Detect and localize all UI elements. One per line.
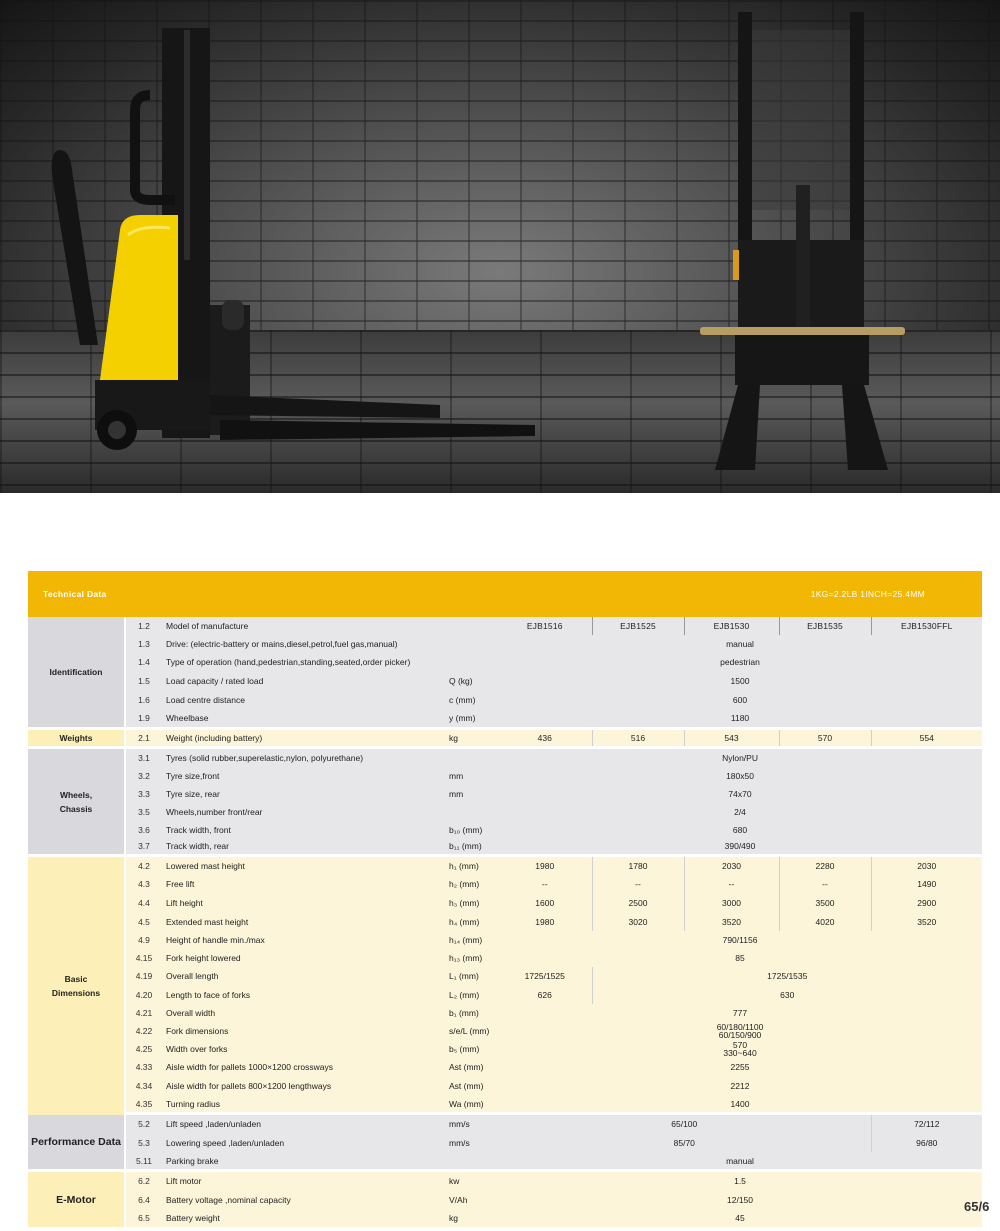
row-value: 1490 <box>871 874 982 893</box>
row-number: 4.2 <box>125 857 162 874</box>
row-number: 4.4 <box>125 893 162 913</box>
row-number: 4.3 <box>125 874 162 893</box>
row-value: 2900 <box>871 893 982 913</box>
group-label-line: Dimensions <box>51 988 101 998</box>
row-number: 3.6 <box>125 821 162 838</box>
row-number: 4.9 <box>125 931 162 949</box>
table-row <box>28 821 982 838</box>
table-row <box>28 874 982 893</box>
row-value: 1180 <box>498 709 982 727</box>
table-row <box>28 1172 982 1190</box>
row-unit: h₃ (mm) <box>446 893 498 913</box>
row-unit: b₁₁ (mm) <box>446 838 498 854</box>
group-wheels-chassis <box>28 749 125 854</box>
row-description: Lift speed ,laden/unladen <box>162 1115 446 1133</box>
row-value: 1980 <box>498 913 592 931</box>
row-value: 1500 <box>498 671 982 690</box>
unit-conversion: 1KG=2.2LB 1INCH=25.4MM <box>498 571 982 617</box>
row-number: 6.2 <box>125 1172 162 1190</box>
row-description: Battery weight <box>162 1209 446 1227</box>
row-unit: h₂ (mm) <box>446 874 498 893</box>
row-unit: L₁ (mm) <box>446 967 498 985</box>
row-value: pedestrian <box>498 653 982 671</box>
row-description: Load capacity / rated load <box>162 671 446 690</box>
row-number: 2.1 <box>125 730 162 746</box>
table-row <box>28 893 982 913</box>
row-value <box>498 1040 982 1058</box>
row-number: 5.3 <box>125 1133 162 1152</box>
row-unit <box>446 1152 498 1169</box>
row-number: 4.33 <box>125 1058 162 1076</box>
row-description: Load centre distance <box>162 690 446 709</box>
row-description: Overall length <box>162 967 446 985</box>
row-number: 1.3 <box>125 635 162 653</box>
row-value: 96/80 <box>871 1133 982 1152</box>
row-unit <box>446 653 498 671</box>
row-value: 12/150 <box>498 1190 982 1209</box>
row-value: 3520 <box>684 913 779 931</box>
row-description: Aisle width for pallets 800×1200 lengthways <box>162 1076 446 1095</box>
row-value: 554 <box>871 730 982 746</box>
row-unit: Q (kg) <box>446 671 498 690</box>
table-row <box>28 1152 982 1169</box>
row-value: 85 <box>498 949 982 967</box>
row-description: Fork dimensions <box>162 1021 446 1040</box>
row-value-line: 60/180/1100 <box>716 1021 764 1032</box>
row-value: 1400 <box>498 1095 982 1112</box>
row-value: manual <box>498 635 982 653</box>
table-row <box>28 1190 982 1209</box>
table-header <box>28 571 982 617</box>
row-description: Height of handle min./max <box>162 931 446 949</box>
table-row <box>28 653 982 671</box>
row-value: 2030 <box>871 857 982 874</box>
row-value: 74x70 <box>498 785 982 803</box>
row-number: 3.3 <box>125 785 162 803</box>
model-ejb1535: EJB1535 <box>779 617 871 635</box>
row-description: Wheels,number front/rear <box>162 803 446 821</box>
row-unit: kw <box>446 1172 498 1190</box>
table-title: Technical Data <box>28 571 498 617</box>
row-value: 3520 <box>871 913 982 931</box>
row-description: Battery voltage ,nominal capacity <box>162 1190 446 1209</box>
row-value: 1725/1535 <box>592 967 982 985</box>
group-e-motor: E-Motor <box>28 1172 125 1227</box>
table-row <box>28 985 982 1004</box>
row-number: 3.1 <box>125 749 162 767</box>
group-label-line: Basic <box>64 974 88 984</box>
row-description: Drive: (electric-battery or mains,diesel,petrol,fuel gas,manual) <box>162 635 446 653</box>
row-number: 1.4 <box>125 653 162 671</box>
row-number: 1.2 <box>125 617 162 635</box>
stacker-front-view <box>700 12 905 470</box>
row-value: 180x50 <box>498 767 982 785</box>
row-value: 2280 <box>779 857 871 874</box>
row-value: 2212 <box>498 1076 982 1095</box>
row-description: Track width, front <box>162 821 446 838</box>
row-description: Fork height lowered <box>162 949 446 967</box>
table-row <box>28 617 982 635</box>
row-description: Aisle width for pallets 1000×1200 crossways <box>162 1058 446 1076</box>
row-unit: mm/s <box>446 1115 498 1133</box>
row-value: 1980 <box>498 857 592 874</box>
row-value: 680 <box>498 821 982 838</box>
row-value: 600 <box>498 690 982 709</box>
row-description: Tyre size, rear <box>162 785 446 803</box>
table-row <box>28 749 982 767</box>
row-value: 516 <box>592 730 684 746</box>
row-number: 4.19 <box>125 967 162 985</box>
table-row <box>28 857 982 874</box>
table-row <box>28 1004 982 1021</box>
row-value: -- <box>684 874 779 893</box>
row-value: 2500 <box>592 893 684 913</box>
row-unit <box>446 617 498 635</box>
row-value: -- <box>592 874 684 893</box>
row-description: Model of manufacture <box>162 617 446 635</box>
row-unit: h₁ (mm) <box>446 857 498 874</box>
row-unit: Ast (mm) <box>446 1058 498 1076</box>
row-number: 4.34 <box>125 1076 162 1095</box>
row-value <box>498 1021 982 1040</box>
stacker-side-view <box>52 28 535 450</box>
row-number: 4.22 <box>125 1021 162 1040</box>
row-value: 390/490 <box>498 838 982 854</box>
row-number: 4.25 <box>125 1040 162 1058</box>
table-row <box>28 1076 982 1095</box>
table-row <box>28 1133 982 1152</box>
row-value: Nylon/PU <box>498 749 982 767</box>
group-performance-data: Performance Data <box>28 1115 125 1169</box>
model-ejb1530ffl: EJB1530FFL <box>871 617 982 635</box>
row-unit: h₄ (mm) <box>446 913 498 931</box>
group-label-line: Chassis <box>59 803 93 814</box>
row-number: 5.2 <box>125 1115 162 1133</box>
row-number: 6.4 <box>125 1190 162 1209</box>
table-row <box>28 1209 982 1227</box>
group-identification: Identification <box>28 617 125 727</box>
row-value-line: 570 <box>732 1040 748 1050</box>
row-value: 777 <box>498 1004 982 1021</box>
table-row <box>28 671 982 690</box>
row-unit: L₂ (mm) <box>446 985 498 1004</box>
row-value: 3000 <box>684 893 779 913</box>
table-row <box>28 785 982 803</box>
table-row <box>28 1115 982 1133</box>
page-number: 65/6 <box>964 1199 990 1214</box>
row-number: 3.2 <box>125 767 162 785</box>
table-row <box>28 1021 982 1040</box>
row-description: Turning radius <box>162 1095 446 1112</box>
group-basic-dimensions <box>28 857 125 1115</box>
row-value: 630 <box>592 985 982 1004</box>
row-number: 5.11 <box>125 1152 162 1169</box>
row-unit <box>446 749 498 767</box>
row-number: 4.5 <box>125 913 162 931</box>
model-ejb1516: EJB1516 <box>498 617 592 635</box>
table-row <box>28 709 982 727</box>
row-value: 45 <box>498 1209 982 1227</box>
row-value: 4020 <box>779 913 871 931</box>
row-unit <box>446 803 498 821</box>
row-unit: h₁₄ (mm) <box>446 931 498 949</box>
table-row <box>28 767 982 785</box>
row-value: -- <box>779 874 871 893</box>
row-unit: mm <box>446 767 498 785</box>
row-unit: b₁₀ (mm) <box>446 821 498 838</box>
row-number: 1.6 <box>125 690 162 709</box>
row-unit: b₅ (mm) <box>446 1040 498 1058</box>
row-value-line: 60/150/900 <box>718 1029 762 1040</box>
row-unit: Wa (mm) <box>446 1095 498 1112</box>
row-value-line: 330~640 <box>723 1048 757 1058</box>
row-description: Weight (including battery) <box>162 730 446 746</box>
table-row <box>28 949 982 967</box>
row-value: 85/70 <box>498 1133 871 1152</box>
row-unit: c (mm) <box>446 690 498 709</box>
row-value: 2030 <box>684 857 779 874</box>
row-number: 1.5 <box>125 671 162 690</box>
row-description: Width over forks <box>162 1040 446 1058</box>
row-description: Extended mast height <box>162 913 446 931</box>
row-unit: mm <box>446 785 498 803</box>
row-number: 1.9 <box>125 709 162 727</box>
row-value: 1.5 <box>498 1172 982 1190</box>
row-value: 2/4 <box>498 803 982 821</box>
table-row <box>28 690 982 709</box>
row-value: 1725/1525 <box>498 967 592 985</box>
row-value: 72/112 <box>871 1115 982 1133</box>
technical-data-table <box>28 571 982 1227</box>
row-description: Lift motor <box>162 1172 446 1190</box>
row-unit: kg <box>446 730 498 746</box>
row-value: 436 <box>498 730 592 746</box>
row-value: 1600 <box>498 893 592 913</box>
stacker-illustration <box>0 0 1000 493</box>
row-description: Parking brake <box>162 1152 446 1169</box>
group-label-line: Wheels, <box>59 789 93 800</box>
row-value: 543 <box>684 730 779 746</box>
row-description: Lowering speed ,laden/unladen <box>162 1133 446 1152</box>
row-number: 4.15 <box>125 949 162 967</box>
row-value: 2255 <box>498 1058 982 1076</box>
row-value: manual <box>498 1152 982 1169</box>
table-row <box>28 1040 982 1058</box>
row-description: Tyres (solid rubber,superelastic,nylon, polyurethane) <box>162 749 446 767</box>
row-unit: s/e/L (mm) <box>446 1021 498 1040</box>
row-unit: mm/s <box>446 1133 498 1152</box>
table-row <box>28 803 982 821</box>
row-unit: b₁ (mm) <box>446 1004 498 1021</box>
row-value: 1780 <box>592 857 684 874</box>
row-unit: Ast (mm) <box>446 1076 498 1095</box>
row-description: Length to face of forks <box>162 985 446 1004</box>
table-row <box>28 635 982 653</box>
row-unit: h₁₃ (mm) <box>446 949 498 967</box>
group-weights: Weights <box>28 730 125 746</box>
row-description: Wheelbase <box>162 709 446 727</box>
table-row <box>28 1058 982 1076</box>
row-number: 4.21 <box>125 1004 162 1021</box>
product-photo <box>0 0 1000 493</box>
row-value: 790/1156 <box>498 931 982 949</box>
model-ejb1530: EJB1530 <box>684 617 779 635</box>
row-unit <box>446 635 498 653</box>
row-value: 3500 <box>779 893 871 913</box>
row-value: 626 <box>498 985 592 1004</box>
row-number: 3.5 <box>125 803 162 821</box>
table-row <box>28 730 982 746</box>
row-number: 3.7 <box>125 838 162 854</box>
table-row <box>28 931 982 949</box>
table-row <box>28 967 982 985</box>
row-number: 4.20 <box>125 985 162 1004</box>
row-number: 6.5 <box>125 1209 162 1227</box>
row-unit: kg <box>446 1209 498 1227</box>
row-description: Lift height <box>162 893 446 913</box>
row-value: 3020 <box>592 913 684 931</box>
row-value: 570 <box>779 730 871 746</box>
row-value: -- <box>498 874 592 893</box>
row-description: Free lift <box>162 874 446 893</box>
row-description: Overall width <box>162 1004 446 1021</box>
model-ejb1525: EJB1525 <box>592 617 684 635</box>
row-description: Track width, rear <box>162 838 446 854</box>
row-unit: y (mm) <box>446 709 498 727</box>
table-row <box>28 1095 982 1112</box>
row-description: Type of operation (hand,pedestrian,standing,seated,order picker) <box>162 653 446 671</box>
row-unit: V/Ah <box>446 1190 498 1209</box>
table-row <box>28 913 982 931</box>
row-number: 4.35 <box>125 1095 162 1112</box>
row-value: 65/100 <box>498 1115 871 1133</box>
row-description: Tyre size,front <box>162 767 446 785</box>
row-description: Lowered mast height <box>162 857 446 874</box>
table-row <box>28 838 982 854</box>
